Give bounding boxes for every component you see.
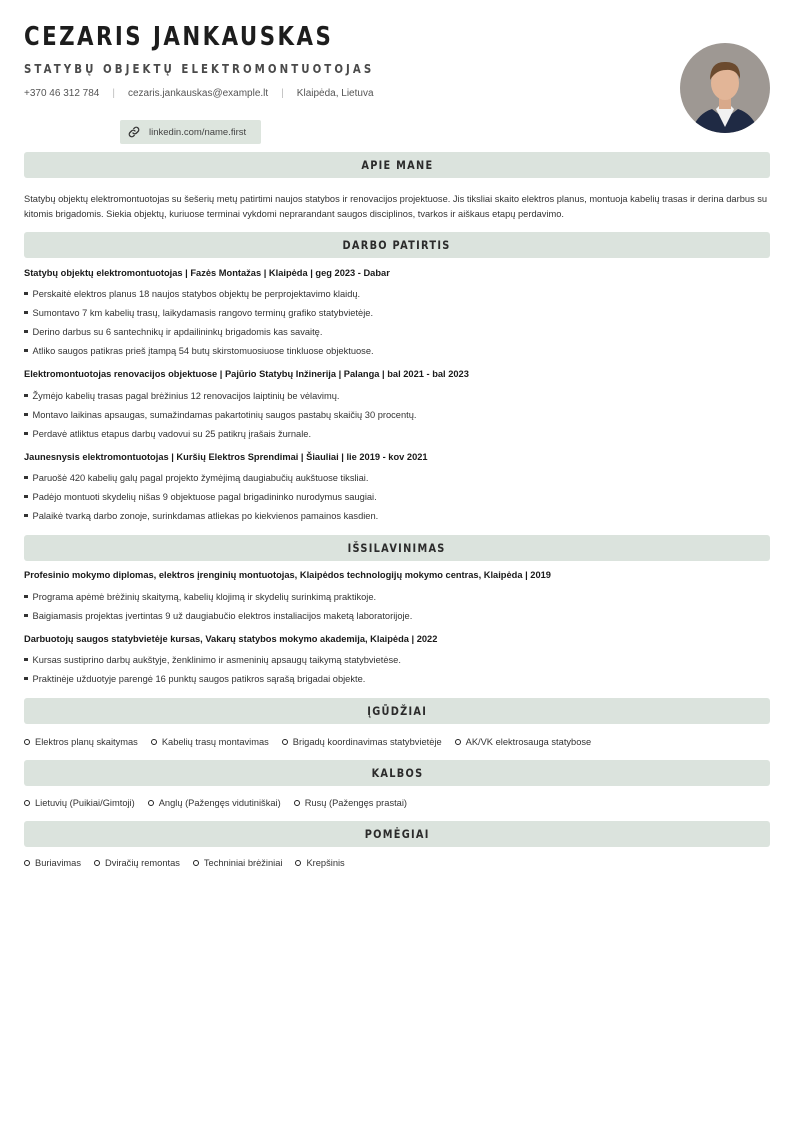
avatar xyxy=(680,43,770,133)
section-header-hobbies xyxy=(24,821,770,847)
list-item: Paruošė 420 kabelių galų pagal projekto žymėjimą daugiabučių aukštuose tiksliai. xyxy=(24,473,368,483)
list-item: Baigiamasis projektas įvertintas 9 už daugiabučio elektros instaliacijos maketą laboratorijoje. xyxy=(24,611,412,621)
list-item: Perskaitė elektros planus 18 naujos statybos objektų be perprojektavimo klaidų. xyxy=(24,289,360,299)
education-heading: Darbuotojų saugos statybvietėje kursas, Vakarų statybos mokymo akademija, Klaipėda | 2022 xyxy=(24,634,438,644)
list-item: Derino darbus su 6 santechnikų ir apdailininkų brigadomis kas savaitę. xyxy=(24,327,322,337)
circle-bullet-icon xyxy=(94,860,100,866)
location-text: Klaipėda, Lietuva xyxy=(296,88,374,99)
list-item: Sumontavo 7 km kabelių trasų, laikydamasis rangovo terminų grafiko statybvietėje. xyxy=(24,308,373,318)
circle-bullet-icon xyxy=(455,739,461,745)
hobby-item xyxy=(94,858,180,868)
hobby-item xyxy=(295,858,344,868)
circle-bullet-icon xyxy=(295,860,301,866)
circle-bullet-icon xyxy=(24,800,30,806)
email-text[interactable]: cezaris.jankauskas@example.lt xyxy=(127,88,269,99)
candidate-name: CEZARIS JANKAUSKAS xyxy=(24,22,334,52)
hobby-label: Krepšinis xyxy=(306,858,345,868)
section-title: ĮGŪDŽIAI xyxy=(367,704,427,718)
skill-item xyxy=(24,737,138,747)
section-header-skills xyxy=(24,698,770,724)
hobbies-list xyxy=(24,858,358,868)
list-item: Montavo laikinas apsaugas, sumažindamas pakartotinių saugos pastabų skaičių 30 procentų. xyxy=(24,410,416,420)
section-title: IŠSILAVINIMAS xyxy=(348,541,446,555)
language-item xyxy=(294,798,407,808)
profile-photo xyxy=(680,43,770,133)
hobby-label: Buriavimas xyxy=(35,858,81,868)
linkedin-text[interactable]: linkedin.com/name.first xyxy=(149,126,247,138)
separator: | xyxy=(112,88,115,99)
list-item: Palaikė tvarką darbo zonoje, surinkdamas atliekas po kiekvienos pamainos kasdien. xyxy=(24,511,378,521)
languages-list xyxy=(24,798,420,808)
list-item: Programa apėmė brėžinių skaitymą, kabelių klojimą ir skydelių surinkimą praktikoje. xyxy=(24,592,376,602)
circle-bullet-icon xyxy=(294,800,300,806)
hobby-item xyxy=(24,858,81,868)
language-item xyxy=(24,798,135,808)
language-label: Rusų (Pažengęs prastai) xyxy=(304,798,408,808)
skill-label: Brigadų koordinavimas statybvietėje xyxy=(292,737,442,747)
skill-item xyxy=(151,737,269,747)
list-item: Perdavė atliktus etapus darbų vadovui su 25 patikrų įrašais žurnale. xyxy=(24,429,311,439)
job-heading: Jaunesnysis elektromontuotojas | Kuršių Elektros Sprendimai | Šiauliai | lie 2019 - kov 2021 xyxy=(24,452,428,462)
section-header-languages xyxy=(24,760,770,786)
language-item xyxy=(148,798,281,808)
skill-label: AK/VK elektrosauga statybose xyxy=(465,737,592,747)
skills-list xyxy=(24,737,604,747)
list-item: Kursas sustiprino darbų aukštyje, ženklinimo ir asmeninių apsaugų taikymą statybvietėse. xyxy=(24,655,401,665)
skill-label: Kabelių trasų montavimas xyxy=(161,737,269,747)
circle-bullet-icon xyxy=(151,739,157,745)
separator: | xyxy=(281,88,284,99)
circle-bullet-icon xyxy=(148,800,154,806)
list-item: Žymėjo kabelių trasas pagal brėžinius 12 renovacijos laiptinių be vėlavimų. xyxy=(24,391,339,401)
section-header-about xyxy=(24,152,770,178)
section-title: DARBO PATIRTIS xyxy=(342,238,452,252)
circle-bullet-icon xyxy=(282,739,288,745)
section-header-experience xyxy=(24,232,770,258)
section-header-education xyxy=(24,535,770,561)
circle-bullet-icon xyxy=(24,860,30,866)
skill-item xyxy=(455,737,592,747)
language-label: Anglų (Pažengęs vidutiniškai) xyxy=(158,798,281,808)
education-heading: Profesinio mokymo diplomas, elektros įrenginių montuotojas, Klaipėdos technologijų mokymo centras, Klaipėda | 2019 xyxy=(24,570,551,580)
list-item: Praktinėje užduotyje parengė 16 punktų saugos patikros sąrašą brigadai objekte. xyxy=(24,674,365,684)
job-heading: Statybų objektų elektromontuotojas | Fazės Montažas | Klaipėda | geg 2023 - Dabar xyxy=(24,268,390,278)
about-text: Statybų objektų elektromontuotojas su šešerių metų patirtimi naujos statybos ir renovacijos projektuose. Jis tiksliai skaito elektros planus, montuoja kabelių trasas ir derina darbus su kitomis brigadomis. Siekia objektų, kuriuose terminai vykdomi neprarandant saugos disciplinos, tvarkos ir aiškaus etapų perdavimo. xyxy=(24,194,768,219)
link-icon xyxy=(128,126,140,138)
hobby-item xyxy=(193,858,283,868)
candidate-title: STATYBŲ OBJEKTŲ ELEKTROMONTUOTOJAS xyxy=(24,62,375,76)
list-item: Atliko saugos patikras prieš įtampą 54 butų skirstomuosiuose tinkluose objektuose. xyxy=(24,346,374,356)
contact-line xyxy=(24,88,374,99)
language-label: Lietuvių (Puikiai/Gimtoji) xyxy=(35,798,135,808)
section-title: APIE MANE xyxy=(360,158,434,172)
circle-bullet-icon xyxy=(193,860,199,866)
list-item: Padėjo montuoti skydelių nišas 9 objektuose pagal brigadininko nurodymus saugiai. xyxy=(24,492,377,502)
section-title: POMĖGIAI xyxy=(364,827,430,841)
skill-label: Elektros planų skaitymas xyxy=(35,737,138,747)
phone-text: +370 46 312 784 xyxy=(24,88,100,99)
circle-bullet-icon xyxy=(24,739,30,745)
job-heading: Elektromontuotojas renovacijos objektuose | Pajūrio Statybų Inžinerija | Palanga | bal 2021 - bal 2023 xyxy=(24,369,469,379)
hobby-label: Techniniai brėžiniai xyxy=(203,858,283,868)
section-title: KALBOS xyxy=(371,766,423,780)
linkedin-link[interactable] xyxy=(120,120,261,144)
skill-item xyxy=(282,737,442,747)
hobby-label: Dviračių remontas xyxy=(104,858,180,868)
